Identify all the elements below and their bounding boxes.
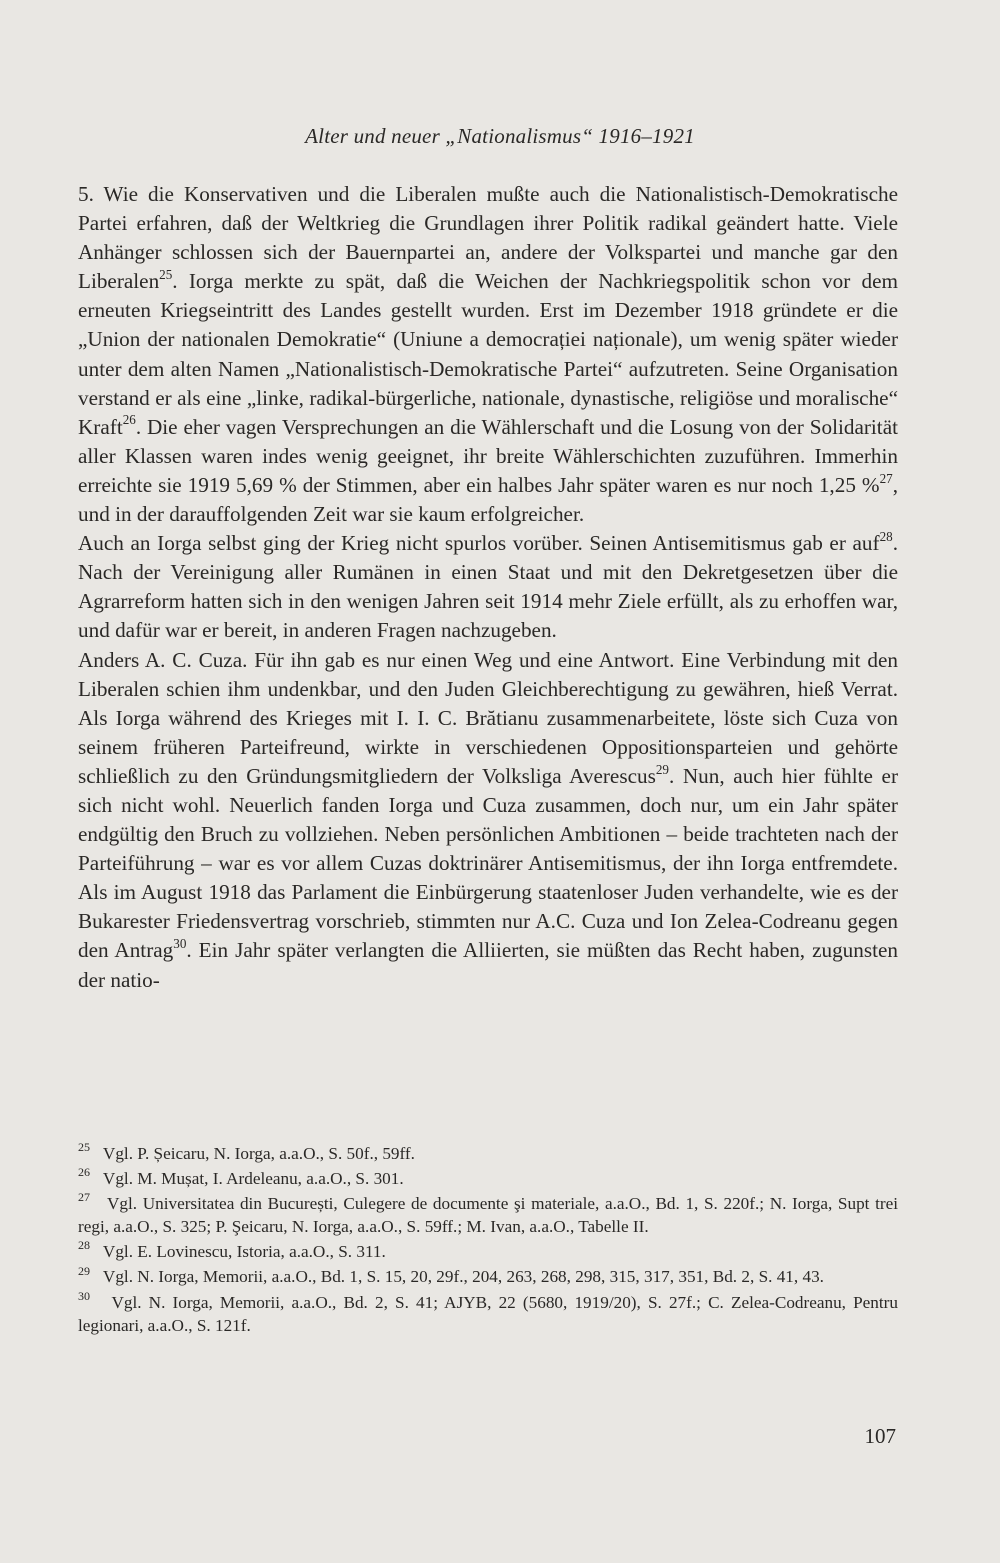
footnotes xyxy=(78,1142,898,1339)
footnote-number: 30 xyxy=(78,1288,91,1303)
footnote-ref-30: 30 xyxy=(173,936,187,952)
footnote-number: 29 xyxy=(78,1263,91,1278)
footnote-number: 25 xyxy=(78,1140,91,1155)
footnote: $^{29}$ Vgl. N. Iorga, Memorii, a.a.O., Bd. 1, S. 15, 20, 29f., 204, 263, 268, 298, 315, 317, 351, Bd. 2, S. 41, 43. xyxy=(78,1263,824,1287)
main-text xyxy=(78,180,898,995)
paragraph-3: Anders A. C. Cuza. Für ihn gab es nur einen Weg und eine Antwort. Eine Verbindung mit den Liberalen schien ihm undenkbar, und den Juden Gleichberechtigung zu gewähren, hieß Verrat. Als Iorga während des Krieges mit I. I. C. Brătianu zusammenarbeitete, löste sich Cuza von seinem früheren Parteifreund, wirkte in verschiedenen Oppositionsparteien und gehörte schließlich zu den Gründungsmitgliedern der Volksliga Averescus$^{29}$. Nun, auch hier fühlte er sich nicht wohl. Neuerlich fanden Iorga und Cuza zusammen, doch nur, um ein Jahr später endgültig den Bruch zu vollziehen. Neben persönlichen Ambitionen – beide trachteten nach der Parteiführung – war es vor allem Cuzas doktrinärer Antisemitismus, der ihn Iorga entfremdete. Als im August 1918 das Parlament die Einbürgerung staatenloser Juden verhandelte, wie es der Bukarester Friedensvertrag vorschrieb, stimmten nur A.C. Cuza und Ion Zelea-Codreanu gegen den Antrag$^{30}$. Ein Jahr später verlangten die Alliierten, sie müßten das Recht haben, zugunsten der natio- xyxy=(78,647,898,992)
footnote-number: 28 xyxy=(78,1238,91,1253)
footnote: $^{30}$ Vgl. N. Iorga, Memorii, a.a.O., Bd. 2, S. 41; AJYB, 22 (5680, 1919/20), S. 27f.; C. Zelea-Codreanu, Pentru legionari, a.a.O., S. 121f. xyxy=(78,1288,898,1335)
footnote-number: 26 xyxy=(78,1165,91,1180)
footnote-ref-28: 28 xyxy=(879,528,893,544)
footnote-ref-26: 26 xyxy=(122,412,136,428)
footnote-ref-25: 25 xyxy=(159,266,173,282)
page-number: 107 xyxy=(864,1424,896,1448)
paragraph-1: 5. Wie die Konservativen und die Liberalen mußte auch die Nationalistisch-Demokratische Partei erfahren, daß der Weltkrieg die Grundlagen ihrer Politik radikal geändert hatte. Viele Anhänger schlossen sich der Bauernpartei an, andere der Volkspartei und manche gar den Liberalen$^{25}$. Iorga merkte zu spät, daß die Weichen der Nachkriegspolitik schon vor dem erneuten Kriegseintritt des Landes gestellt wurden. Erst im Dezember 1918 gründete er die „Union der nationalen Demokratie“ (Uniune a democrației naționale), um wenig später wieder unter dem alten Namen „Nationalistisch-Demokratische Partei“ aufzutreten. Seine Organisation verstand er als eine „linke, radikal-bürgerliche, nationale, dynastische, religiöse und moralische“ Kraft$^{26}$. Die eher vagen Versprechungen an die Wählerschaft und die Losung von der Solidarität aller Klassen waren indes wenig geeignet, ihr breite Wählerschichten zuzuführen. Immerhin erreichte sie 1919 5,69 % der Stimmen, aber ein halbes Jahr später waren es nur noch 1,25 %$^{27}$, und in der darauffolgenden Zeit war sie kaum erfolgreicher. xyxy=(78,182,898,527)
footnote: $^{28}$ Vgl. E. Lovinescu, Istoria, a.a.O., S. 311. xyxy=(78,1238,386,1262)
footnote-number: 27 xyxy=(78,1190,91,1205)
footnote: $^{25}$ Vgl. P. Șeicaru, N. Iorga, a.a.O., S. 50f., 59ff. xyxy=(78,1140,415,1163)
running-title: Alter und neuer „Nationalismus“ 1916–1921 xyxy=(305,124,695,148)
footnote: $^{27}$ Vgl. Universitatea din București, Culegere de documente şi materiale, a.a.O., Bd. 1, S. 220f.; N. Iorga, Supt trei regi, a.a.O., S. 325; P. Şeicaru, N. Iorga, a.a.O., S. 59ff.; M. Ivan, a.a.O., Tabelle II. xyxy=(78,1190,898,1237)
footnote-ref-27: 27 xyxy=(879,470,893,486)
footnote: $^{26}$ Vgl. M. Mușat, I. Ardeleanu, a.a.O., S. 301. xyxy=(78,1165,404,1189)
paragraph-2: Auch an Iorga selbst ging der Krieg nicht spurlos vorüber. Seinen Antisemitismus gab er auf$^{28}$. Nach der Vereinigung aller Rumänen in einen Staat und mit den Dekretgesetzen über die Agrarreform hatten sich in den wenigen Jahren seit 1914 mehr Ziele erfüllt, als zu erhoffen war, und dafür war er bereit, in anderen Fragen nachzugeben. xyxy=(78,528,898,643)
footnote-ref-29: 29 xyxy=(655,761,669,777)
